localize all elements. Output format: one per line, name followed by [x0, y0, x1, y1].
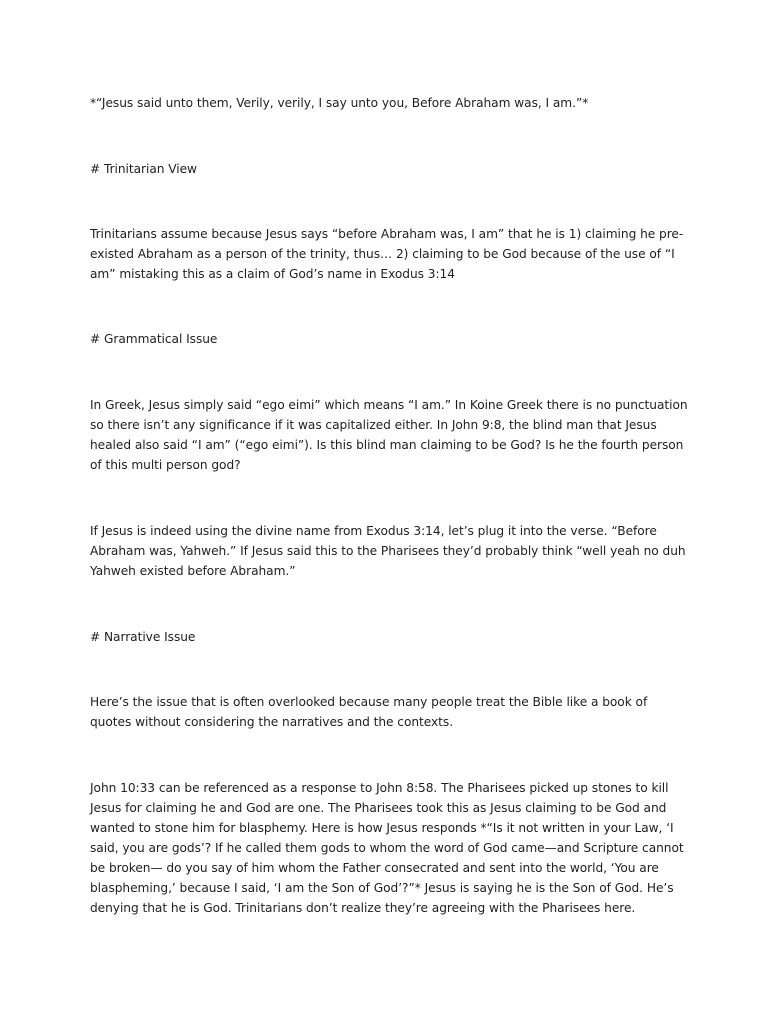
john-response-paragraph: John 10:33 can be referenced as a response to John 8:58. The Pharisees picked up stones to kill Jesus for claiming he and God are one. The Pharisees took this as Jesus claiming to be God and wanted to stone him for blasphemy. Here is how Jesus responds *“Is it not written in your Law, ‘I said, you are gods’? If he called them gods to whom the word of God came—and Scripture cannot be broken— do you say of him whom the Father consecrated and sent into the world, ‘You are blaspheming,’ because I said, ‘I am the Son of God’?”* Jesus is saying he is the Son of God. He’s denying that he is God. Trinitarians don’t realize they’re agreeing with the Pharisees here.: [90, 781, 684, 915]
trinitarian-view-paragraph: Trinitarians assume because Jesus says “before Abraham was, I am” that he is 1) claiming he pre-existed Abraham as a person of the trinity, thus… 2) claiming to be God because of the use of “I am” mistaking this as a claim of God’s name in Exodus 3:14: [90, 227, 684, 281]
grammatical-issue-paragraph: In Greek, Jesus simply said “ego eimi” which means “I am.” In Koine Greek there is no punctuation so there isn’t any significance if it was capitalized either. In John 9:8, the blind man that Jesus healed also said “I am” (“ego eimi”). Is this blind man claiming to be God? Is he the fourth person of this multi person god?: [90, 398, 688, 472]
exodus-paragraph: If Jesus is indeed using the divine name from Exodus 3:14, let’s plug it into the verse. “Before Abraham was, Yahweh.” If Jesus said this to the Pharisees they’d probably think “well yeah no duh Yahweh existed before Abraham.”: [90, 524, 686, 578]
opening-quote: *“Jesus said unto them, Verily, verily, I say unto you, Before Abraham was, I am.”*: [90, 96, 589, 110]
narrative-issue-heading: # Narrative Issue: [90, 630, 196, 644]
grammatical-issue-heading: # Grammatical Issue: [90, 332, 218, 346]
trinitarian-view-heading: # Trinitarian View: [90, 162, 197, 176]
narrative-issue-paragraph: Here’s the issue that is often overlooked because many people treat the Bible like a book of quotes without considering the narratives and the contexts.: [90, 695, 648, 729]
